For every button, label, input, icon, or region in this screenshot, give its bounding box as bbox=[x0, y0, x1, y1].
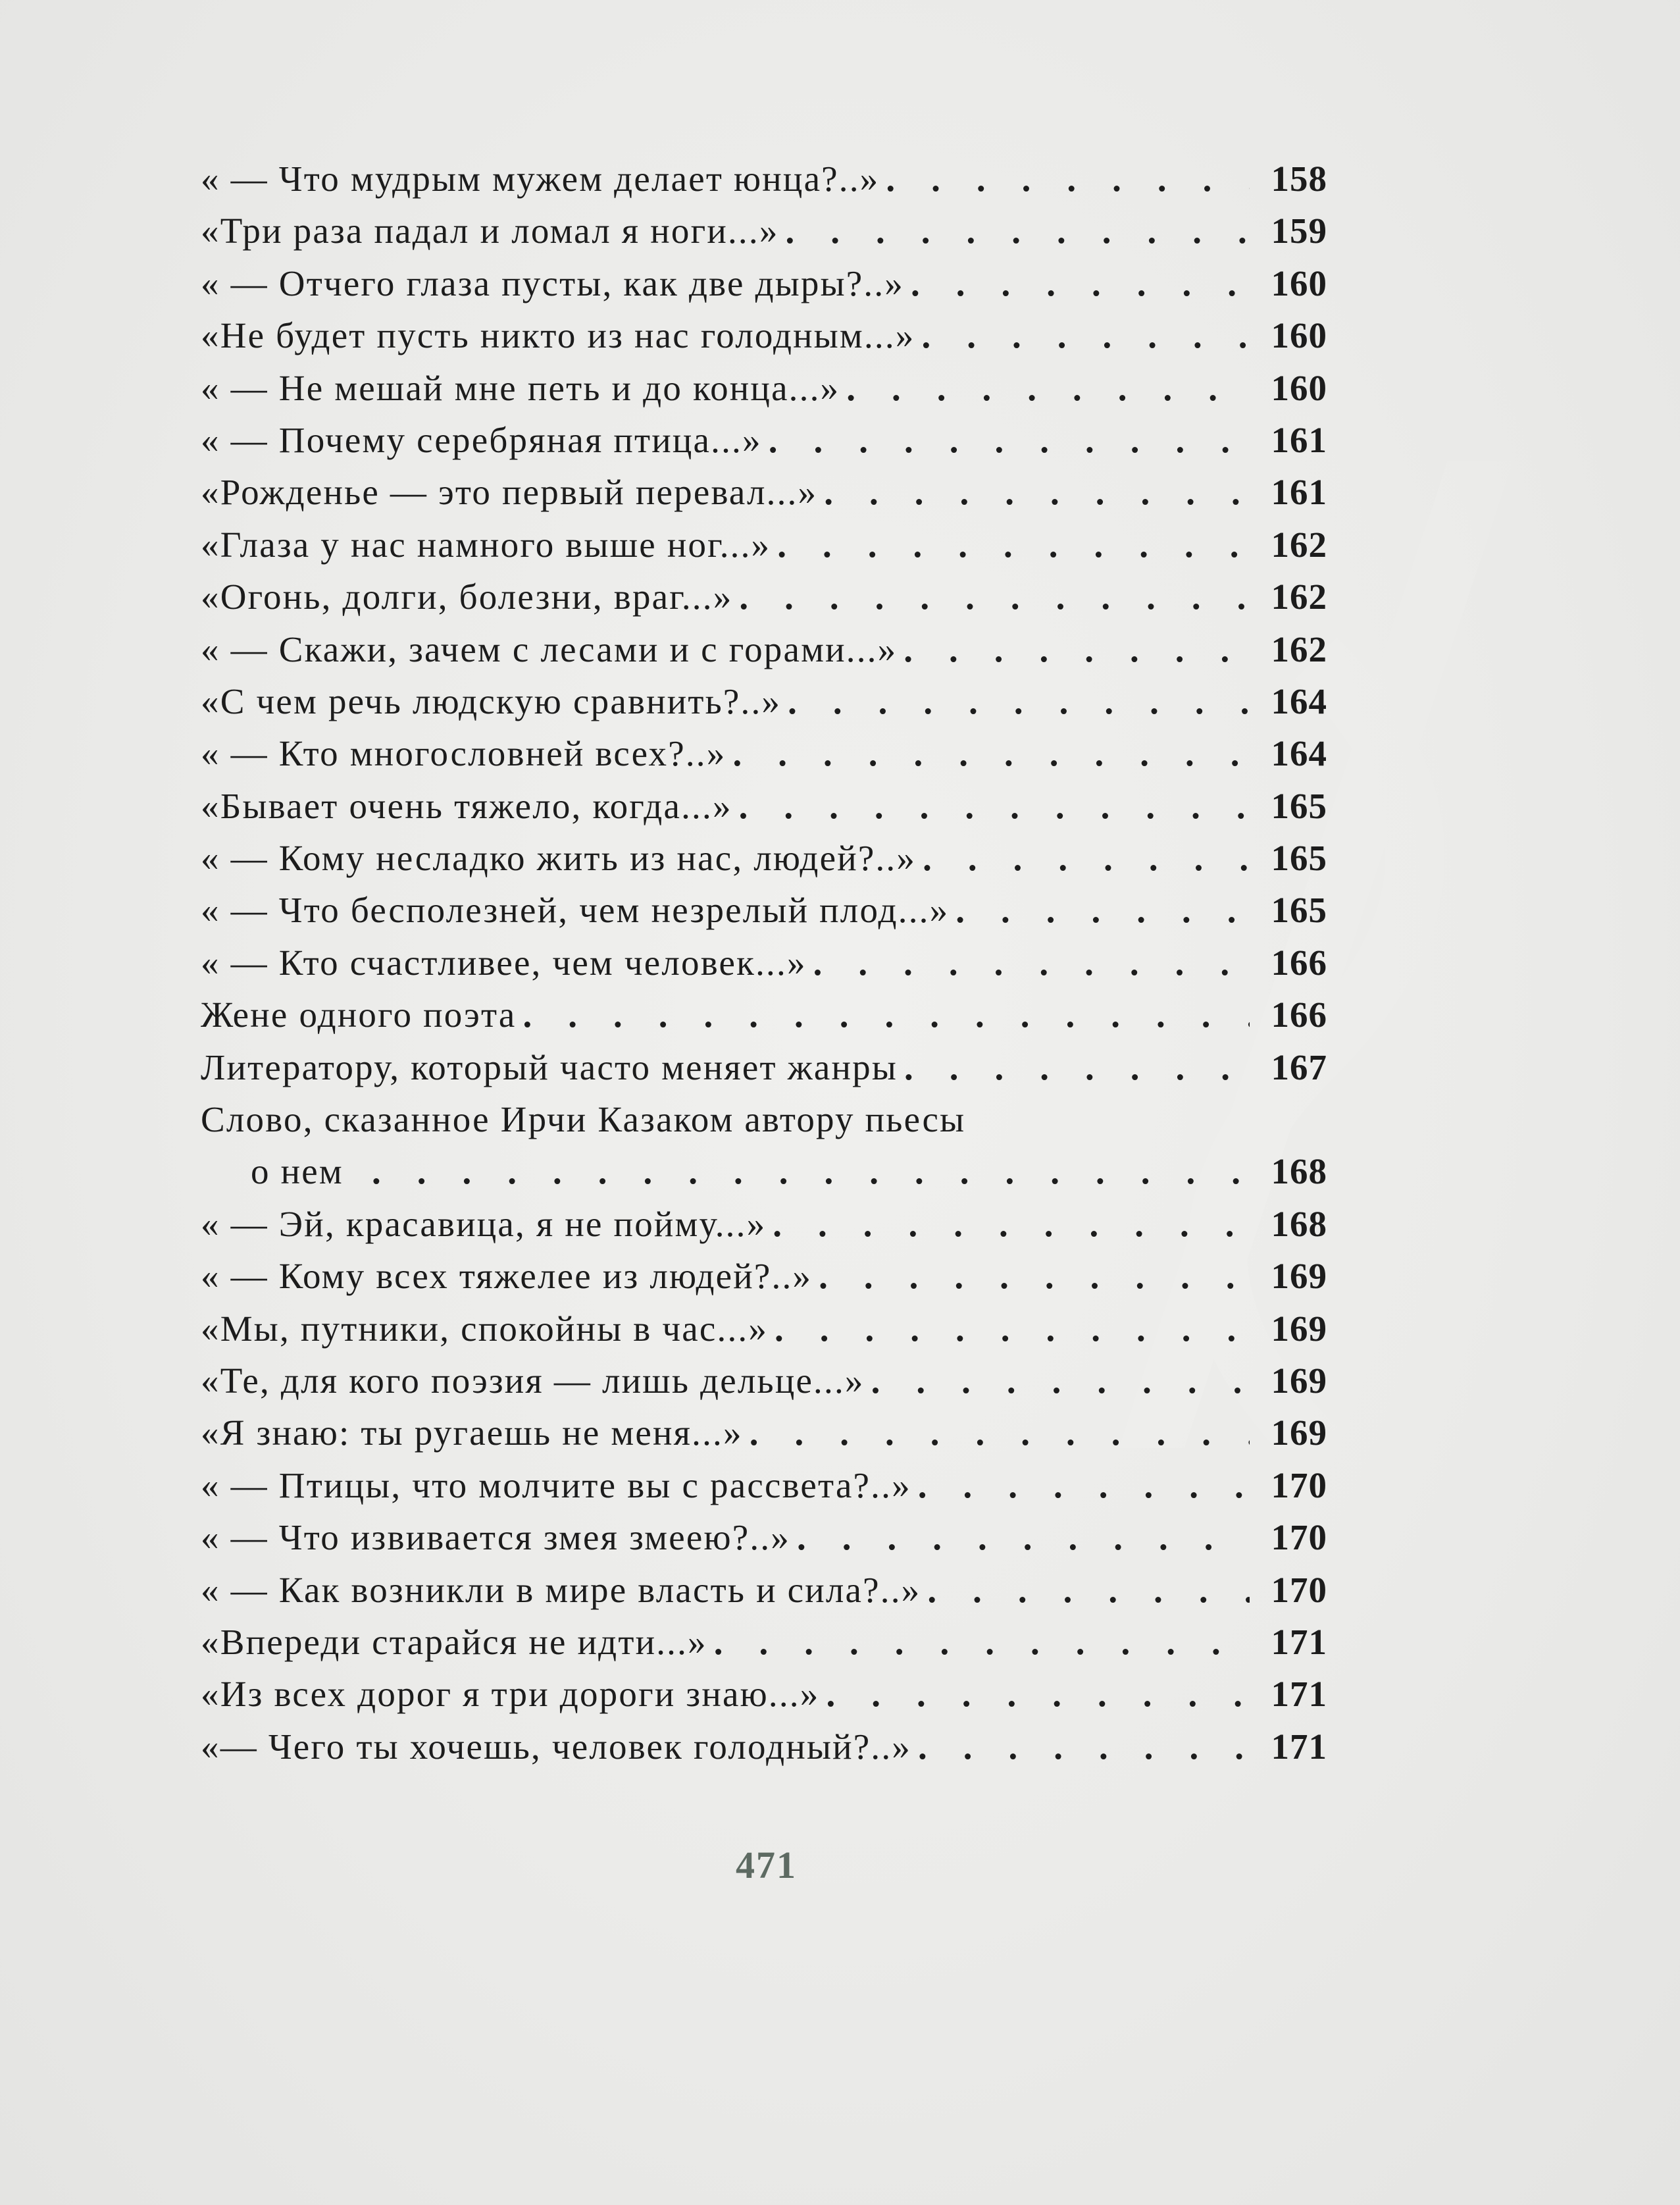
toc-entry-title-continued: о нем bbox=[251, 1151, 344, 1192]
toc-entry[interactable] bbox=[201, 989, 1327, 1041]
toc-entry-page: 165 bbox=[1271, 838, 1327, 879]
toc-entry[interactable] bbox=[201, 153, 1327, 205]
toc-entry-title: «Не будет пусть никто из нас голодным...» bbox=[201, 315, 915, 356]
dot-leader bbox=[812, 1250, 1250, 1302]
toc-entry-title: Жене одного поэта bbox=[201, 995, 517, 1035]
toc-entry-title: «Три раза падал и ломал я ноги...» bbox=[201, 211, 779, 251]
toc-entry-title: «Из всех дорог я три дороги знаю...» bbox=[201, 1674, 820, 1715]
toc-entry-title: Слово, сказанное Ирчи Казаком автору пьесы bbox=[201, 1099, 966, 1140]
toc-entry[interactable] bbox=[201, 571, 1327, 623]
toc-entry[interactable] bbox=[201, 1355, 1327, 1407]
dot-leader bbox=[897, 623, 1250, 675]
toc-entry-page: 161 bbox=[1271, 472, 1327, 513]
dot-leader bbox=[732, 571, 1250, 623]
toc-entry[interactable] bbox=[201, 780, 1327, 832]
toc-entry[interactable] bbox=[201, 1668, 1327, 1720]
dot-leader bbox=[807, 937, 1250, 989]
toc-entry-title: «Те, для кого поэзия — лишь дельце...» bbox=[201, 1360, 865, 1401]
toc-entry[interactable] bbox=[201, 1616, 1327, 1668]
toc-entry[interactable] bbox=[201, 257, 1327, 309]
dot-leader bbox=[726, 727, 1250, 779]
toc-entry[interactable] bbox=[201, 884, 1327, 936]
toc-entry-page: 167 bbox=[1271, 1047, 1327, 1087]
dot-leader bbox=[879, 153, 1250, 205]
toc-entry-title: « — Почему серебряная птица...» bbox=[201, 419, 762, 460]
toc-entry-title: « — Что мудрым мужем делает юнца?..» bbox=[201, 159, 880, 199]
toc-entry-page: 159 bbox=[1271, 211, 1327, 251]
toc-entry-title: « — Не мешай мне петь и до конца...» bbox=[201, 367, 840, 408]
dot-leader bbox=[949, 884, 1250, 936]
toc-entry-title: « — Что бесполезней, чем незрелый плод...» bbox=[201, 890, 950, 931]
toc-entry-title: Литератору, который часто меняет жанры bbox=[201, 1047, 898, 1087]
dot-leader bbox=[707, 1616, 1250, 1668]
toc-entry-title: « — Кому всех тяжелее из людей?..» bbox=[201, 1256, 813, 1297]
toc-entry-page: 158 bbox=[1271, 159, 1327, 199]
toc-entry-title: «Огонь, долги, болезни, враг...» bbox=[201, 577, 733, 617]
dot-leader bbox=[898, 1041, 1250, 1093]
toc-entry-page: 171 bbox=[1271, 1674, 1327, 1715]
toc-entry[interactable] bbox=[201, 1250, 1327, 1302]
toc-entry-page: 162 bbox=[1271, 629, 1327, 669]
toc-entry[interactable] bbox=[201, 727, 1327, 779]
toc-entry-title: «Бывает очень тяжело, когда...» bbox=[201, 785, 732, 826]
toc-entry[interactable] bbox=[201, 623, 1327, 675]
toc-entry-title: « — Эй, красавица, я не пойму...» bbox=[201, 1203, 767, 1244]
dot-leader bbox=[911, 1721, 1250, 1773]
toc-entry[interactable] bbox=[201, 309, 1327, 361]
toc-entry[interactable] bbox=[201, 1407, 1327, 1459]
toc-entry-title: «Рожденье — это первый перевал...» bbox=[201, 472, 818, 513]
toc-entry-title: « — Кто счастливее, чем человек...» bbox=[201, 942, 807, 983]
toc-entry-title: « — Отчего глаза пусты, как две дыры?..» bbox=[201, 263, 904, 303]
toc-entry[interactable] bbox=[201, 414, 1327, 466]
toc-entry[interactable] bbox=[201, 1721, 1327, 1773]
toc-entry-title: «Впереди старайся не идти...» bbox=[201, 1621, 707, 1662]
toc-entry-title: « — Кому несладко жить из нас, людей?..» bbox=[201, 838, 917, 879]
dot-leader bbox=[732, 780, 1250, 832]
toc-entry[interactable] bbox=[201, 937, 1327, 989]
toc-entry-title: « — Как возникли в мире власть и сила?..» bbox=[201, 1569, 921, 1610]
toc-entry-page: 169 bbox=[1271, 1360, 1327, 1401]
toc-entry-multiline-start[interactable] bbox=[201, 1093, 1327, 1145]
toc-entry-title: « — Что извивается змея змеею?..» bbox=[201, 1517, 790, 1558]
dot-leader bbox=[771, 519, 1250, 571]
toc-entry-page: 165 bbox=[1271, 890, 1327, 931]
toc-entry[interactable] bbox=[201, 1459, 1327, 1511]
toc-entry-page: 162 bbox=[1271, 577, 1327, 617]
toc-entry-title: « — Скажи, зачем с лесами и с горами...» bbox=[201, 629, 898, 669]
dot-leader bbox=[790, 1511, 1250, 1563]
dot-leader bbox=[762, 414, 1250, 466]
dot-leader bbox=[768, 1303, 1250, 1355]
dot-leader bbox=[840, 362, 1250, 414]
dot-leader bbox=[517, 989, 1250, 1041]
toc-entry-title: « — Кто многословней всех?..» bbox=[201, 733, 726, 774]
toc-entry-title: «С чем речь людскую сравнить?..» bbox=[201, 681, 782, 721]
toc-entry-page: 170 bbox=[1271, 1569, 1327, 1610]
toc-entry-page: 169 bbox=[1271, 1308, 1327, 1349]
toc-entry-page: 164 bbox=[1271, 681, 1327, 721]
dot-leader bbox=[916, 832, 1250, 884]
toc-entry-page: 166 bbox=[1271, 995, 1327, 1035]
toc-entry[interactable] bbox=[201, 675, 1327, 727]
toc-entry[interactable] bbox=[201, 832, 1327, 884]
toc-entry-title: «Мы, путники, спокойны в час...» bbox=[201, 1308, 769, 1349]
toc-entry-page: 160 bbox=[1271, 367, 1327, 408]
dot-leader bbox=[743, 1407, 1250, 1459]
toc-entry-page: 164 bbox=[1271, 733, 1327, 774]
dot-leader bbox=[819, 1668, 1250, 1720]
toc-entry-title: «Глаза у нас намного выше ног...» bbox=[201, 524, 771, 565]
toc-entry-page: 169 bbox=[1271, 1256, 1327, 1297]
dot-leader bbox=[766, 1198, 1250, 1250]
dot-leader bbox=[904, 257, 1250, 309]
dot-leader bbox=[921, 1564, 1250, 1616]
dot-leader bbox=[915, 309, 1250, 361]
toc-entry-title: « — Птицы, что молчите вы с рассвета?..» bbox=[201, 1465, 911, 1505]
toc-entry[interactable] bbox=[201, 1041, 1327, 1093]
toc-entry[interactable] bbox=[201, 1564, 1327, 1616]
toc-entry-title: «Я знаю: ты ругаешь не меня...» bbox=[201, 1413, 743, 1453]
toc-entry-page: 170 bbox=[1271, 1517, 1327, 1558]
toc-entry[interactable] bbox=[201, 1198, 1327, 1250]
toc-entry-page: 161 bbox=[1271, 419, 1327, 460]
toc-entry-page: 166 bbox=[1271, 942, 1327, 983]
dot-leader bbox=[865, 1355, 1250, 1407]
toc-entry-page: 169 bbox=[1271, 1413, 1327, 1453]
toc-entry-continuation[interactable] bbox=[201, 1145, 1327, 1197]
toc-entry-page: 160 bbox=[1271, 315, 1327, 356]
page-number: 471 bbox=[736, 1844, 797, 1886]
toc-entry-page: 171 bbox=[1271, 1621, 1327, 1662]
toc-entry-page: 168 bbox=[1271, 1151, 1327, 1192]
dot-leader bbox=[817, 466, 1250, 518]
table-of-contents bbox=[201, 153, 1327, 1773]
toc-entry-title: «— Чего ты хочешь, человек голодный?..» bbox=[201, 1726, 911, 1767]
dot-leader bbox=[779, 205, 1250, 257]
toc-entry[interactable] bbox=[201, 1303, 1327, 1355]
toc-entry[interactable] bbox=[201, 519, 1327, 571]
toc-entry-page: 165 bbox=[1271, 785, 1327, 826]
dot-leader bbox=[781, 675, 1250, 727]
toc-entry[interactable] bbox=[201, 466, 1327, 518]
dot-leader bbox=[344, 1145, 1250, 1197]
toc-entry-page: 168 bbox=[1271, 1203, 1327, 1244]
dot-leader bbox=[911, 1459, 1250, 1511]
toc-entry-page: 171 bbox=[1271, 1726, 1327, 1767]
toc-entry[interactable] bbox=[201, 205, 1327, 257]
toc-entry[interactable] bbox=[201, 1511, 1327, 1563]
toc-entry-page: 160 bbox=[1271, 263, 1327, 303]
toc-entry-page: 162 bbox=[1271, 524, 1327, 565]
toc-entry[interactable] bbox=[201, 362, 1327, 414]
toc-entry-page: 170 bbox=[1271, 1465, 1327, 1505]
